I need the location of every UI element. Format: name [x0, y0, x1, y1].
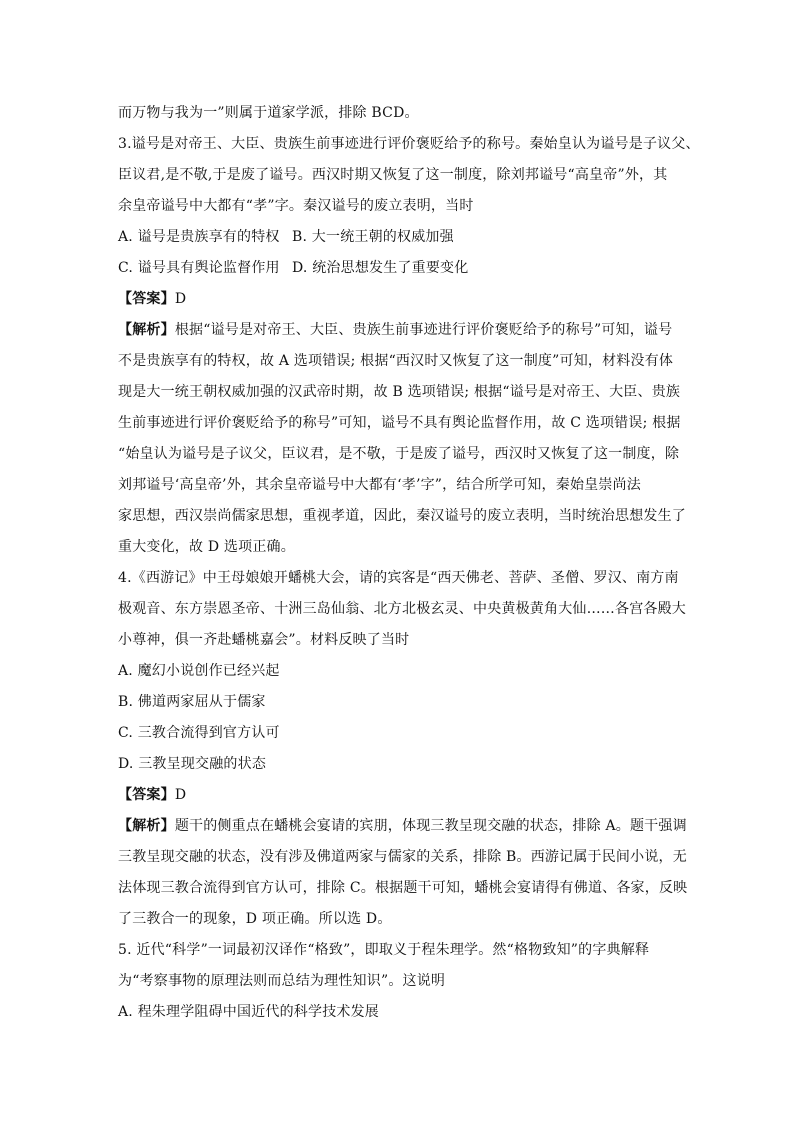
- q3-answer: [118, 284, 680, 315]
- text-line: 刘邦谥号‘高皇帝’外，其余皇帝谥号中大都有‘孝’字”，结合所学可知，秦始皇崇尚法: [118, 477, 641, 493]
- text-line: 重大变化，故 D 选项正确。: [118, 539, 295, 555]
- text-line: 臣议君,是不敬,于是废了谥号。西汉时期又恢复了这一制度，除刘邦谥号“高皇帝”外，其: [118, 167, 668, 183]
- text-line: 小尊神，俱一齐赴蟠桃嘉会”。材料反映了当时: [118, 632, 410, 648]
- q4-option-c: C. 三教合流得到官方认可: [118, 725, 280, 741]
- analysis-tag: 【解析】: [118, 322, 175, 338]
- analysis-text: 根据“谥号是对帝王、大臣、贵族生前事迹进行评价褒贬给予的称号”可知，谥号: [174, 322, 673, 338]
- text-line: 家思想，西汉崇尚儒家思想，重视孝道，因此，秦汉谥号的废立表明，当时统治思想发生了: [118, 508, 686, 524]
- q3-options-row-1: [118, 222, 680, 253]
- text-line: 了三教合一的现象，D 项正确。所以选 D。: [118, 911, 392, 927]
- text-line: 现是大一统王朝权威加强的汉武帝时期，故 B 选项错误; 根据“谥号是对帝王、大臣、贵族: [118, 384, 681, 400]
- analysis-text: 题干的侧重点在蟠桃会宴请的宾朋，体现三教呈现交融的状态，排除 A。题干强调: [174, 818, 687, 834]
- text-line: 而万物与我为一”则属于道家学派，排除 BCD。: [118, 105, 419, 121]
- q3-analysis: [118, 315, 680, 346]
- text-line: 三教呈现交融的状态，没有涉及佛道两家与儒家的关系，排除 B。西游记属于民间小说，无: [118, 849, 687, 865]
- answer-tag: 【答案】: [118, 291, 175, 307]
- q4-option-d: D. 三教呈现交融的状态: [118, 756, 267, 772]
- text-line: 生前事迹进行评价褒贬给予的称号”可知，谥号不具有舆论监督作用，故 C 选项错误; 根据: [118, 415, 681, 431]
- question-5-stem: 5. 近代“科学”一词最初汉译作“格致”，即取义于程朱理学。然“格物致知”的字典解释: [118, 942, 650, 958]
- q4-option-a: A. 魔幻小说创作已经兴起: [118, 663, 280, 679]
- q4-analysis: [118, 811, 687, 842]
- analysis-tag: 【解析】: [118, 818, 175, 834]
- answer-value: D: [174, 787, 187, 803]
- q4-answer: [118, 780, 680, 811]
- answer-value: D: [174, 291, 187, 307]
- q3-option-a: A. 谥号是贵族享有的特权: [118, 229, 280, 245]
- q3-options-row-2: [118, 253, 680, 284]
- text-line: 为“考察事物的原理法则而总结为理性知识”。这说明: [118, 973, 446, 989]
- q3-option-c: C. 谥号具有舆论监督作用: [118, 260, 280, 276]
- text-line: 余皇帝谥号中大都有“孝”字。秦汉谥号的废立表明，当时: [118, 198, 474, 214]
- question-3-stem: 3.谥号是对帝王、大臣、贵族生前事迹进行评价褒贬给予的称号。秦始皇认为谥号是子议父、: [118, 136, 700, 152]
- question-4-stem: 4.《西游记》中王母娘娘开蟠桃大会，请的宾客是“西天佛老、菩萨、圣僧、罗汉、南方南: [118, 570, 679, 586]
- q3-option-b: B. 大一统王朝的权威加强: [292, 229, 454, 245]
- document-page: [118, 98, 700, 1028]
- answer-tag: 【答案】: [118, 787, 175, 803]
- text-line: 法体现三教合流得到官方认可，排除 C。根据题干可知，蟠桃会宴请得有佛道、各家，反映: [118, 880, 688, 896]
- text-line: 不是贵族享有的特权，故 A 选项错误; 根据“西汉时又恢复了这一制度”可知，材料没有体: [118, 353, 674, 369]
- q3-option-d: D. 统治思想发生了重要变化: [292, 260, 469, 276]
- text-line: 极观音、东方崇恩圣帝、十洲三岛仙翁、北方北极玄灵、中央黄极黄角大仙……各宫各殿大: [118, 601, 686, 617]
- q5-option-a: A. 程朱理学阻碍中国近代的科学技术发展: [118, 1004, 380, 1020]
- q4-option-b: B. 佛道两家屈从于儒家: [118, 694, 266, 710]
- text-line: “始皇认为谥号是子议父，臣议君，是不敬，于是废了谥号，西汉时又恢复了这一制度，除: [118, 446, 680, 462]
